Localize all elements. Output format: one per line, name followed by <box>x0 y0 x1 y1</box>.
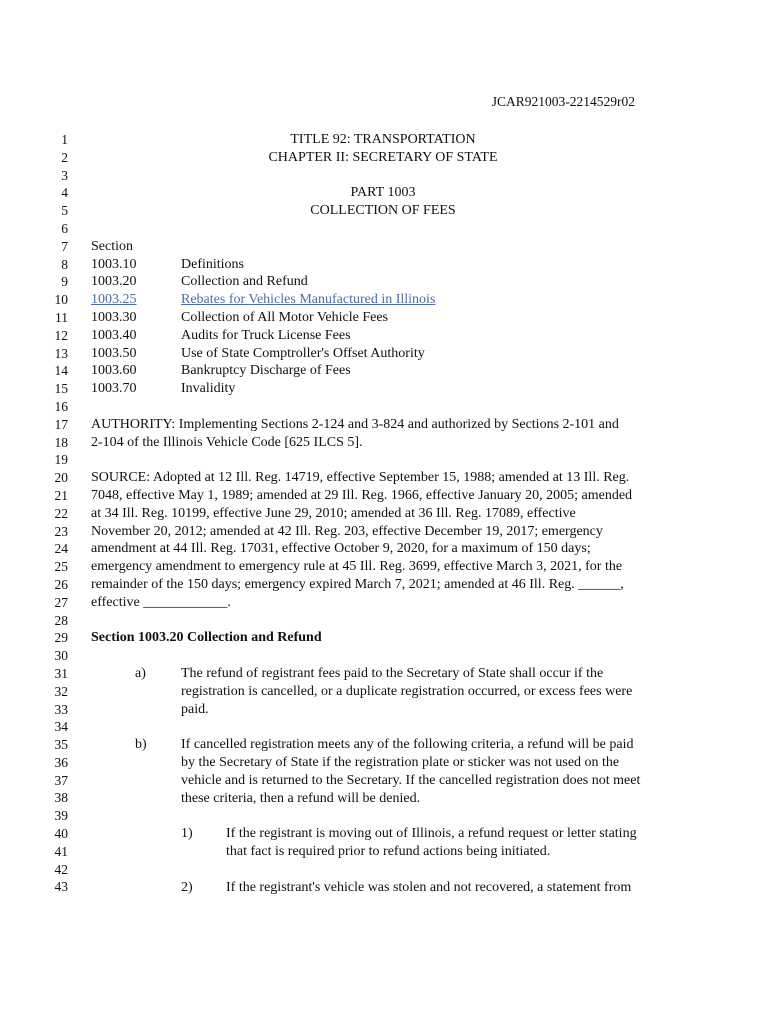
toc-section-number: 1003.20 <box>91 274 137 290</box>
line-number: 6 <box>61 220 68 236</box>
line-number: 21 <box>54 487 68 503</box>
para-b-marker: b) <box>135 737 147 753</box>
line-number: 37 <box>54 772 68 788</box>
source-line: 7048, effective May 1, 1989; amended at 29 Ill. Reg. 1966, effective January 20, 2005; amended <box>91 488 633 503</box>
source-line: remainder of the 150 days; emergency expired March 7, 2021; amended at 46 Ill. Reg. ______, <box>91 577 624 592</box>
line-number: 34 <box>54 719 68 735</box>
section-heading: Section 1003.20 Collection and Refund <box>91 630 322 646</box>
toc-section-title: Use of State Comptroller's Offset Authority <box>181 345 425 361</box>
para-b2-marker: 2) <box>181 879 193 895</box>
source-line: amendment at 44 Ill. Reg. 17031, effective October 9, 2020, for a maximum of 150 days; <box>91 541 591 557</box>
line-number: 8 <box>61 256 68 272</box>
line-number: 18 <box>54 434 68 450</box>
line-number: 23 <box>54 523 68 539</box>
line-number: 7 <box>61 238 68 254</box>
line-number: 33 <box>54 701 68 717</box>
para-a-line: registration is cancelled, or a duplicate registration occurred, or excess fees were <box>181 683 633 699</box>
toc-section-title: Audits for Truck License Fees <box>181 327 351 343</box>
line-number: 22 <box>54 505 68 521</box>
para-b2-line: If the registrant's vehicle was stolen and not recovered, a statement from <box>226 879 632 895</box>
line-number: 14 <box>54 363 68 379</box>
line-number: 28 <box>54 612 68 628</box>
line-number: 9 <box>61 274 68 290</box>
line-number: 26 <box>54 576 68 592</box>
line-number: 31 <box>54 665 68 681</box>
line-number: 11 <box>55 309 68 325</box>
line-number: 42 <box>54 861 68 877</box>
para-b-line: If cancelled registration meets any of the following criteria, a refund will be paid <box>181 737 634 753</box>
para-a-line: paid. <box>181 701 209 717</box>
line-number: 36 <box>54 754 68 770</box>
line-number: 2 <box>61 149 68 165</box>
para-b1-line: that fact is required prior to refund actions being initiated. <box>226 844 551 859</box>
line-number: 38 <box>54 790 68 806</box>
toc-section-number: 1003.40 <box>91 327 137 343</box>
toc-section-title: Collection and Refund <box>181 274 308 290</box>
para-b-line: by the Secretary of State if the registration plate or sticker was not used on the <box>181 755 620 770</box>
para-b-line: vehicle and is returned to the Secretary. If the cancelled registration does not meet <box>181 772 641 788</box>
line-number: 25 <box>54 559 68 575</box>
line-number: 17 <box>54 416 68 432</box>
line-numbers <box>40 131 68 896</box>
line-number: 32 <box>54 683 68 699</box>
toc-section-number: 1003.30 <box>91 310 137 325</box>
line-number: 5 <box>61 203 68 219</box>
toc-section-title: Invalidity <box>181 381 236 397</box>
part-name-heading: COLLECTION OF FEES <box>310 203 456 219</box>
line-number: 40 <box>54 826 68 842</box>
line-number: 43 <box>54 879 68 895</box>
line-number: 20 <box>54 470 68 486</box>
authority-line: 2-104 of the Illinois Vehicle Code [625 ILCS 5]. <box>91 434 363 450</box>
document-id: JCAR921003-2214529r02 <box>491 94 635 109</box>
source-line: effective ____________. <box>91 594 231 610</box>
toc-section-label: Section <box>91 238 133 254</box>
line-number: 16 <box>54 398 68 414</box>
line-number: 35 <box>54 737 68 753</box>
line-number: 39 <box>54 808 68 824</box>
para-b1-marker: 1) <box>181 826 193 842</box>
authority-line: AUTHORITY: Implementing Sections 2-124 and 3-824 and authorized by Sections 2-101 and <box>91 416 619 432</box>
para-a-line: The refund of registrant fees paid to the Secretary of State shall occur if the <box>181 666 604 681</box>
line-number: 29 <box>54 630 68 646</box>
para-b1-line: If the registrant is moving out of Illinois, a refund request or letter stating <box>226 826 637 842</box>
toc-section-title: Definitions <box>181 256 244 272</box>
line-number: 30 <box>54 648 68 664</box>
source-line: at 34 Ill. Reg. 10199, effective June 29, 2010; amended at 36 Ill. Reg. 17089, effective <box>91 505 576 521</box>
toc-section-number: 1003.70 <box>91 381 137 397</box>
line-number: 4 <box>61 185 68 201</box>
line-number: 1 <box>61 132 68 147</box>
source-line: emergency amendment to emergency rule at 45 Ill. Reg. 3699, effective March 3, 2021, for the <box>91 559 623 575</box>
toc-section-number: 1003.60 <box>91 363 137 379</box>
toc-section-title[interactable]: Rebates for Vehicles Manufactured in Illinois <box>181 292 436 308</box>
line-number: 19 <box>54 452 68 468</box>
part-heading: PART 1003 <box>350 185 416 201</box>
toc-section-title: Collection of All Motor Vehicle Fees <box>181 310 388 325</box>
title-heading: TITLE 92: TRANSPORTATION <box>290 132 476 147</box>
para-a-marker: a) <box>135 666 146 681</box>
para-b-line: these criteria, then a refund will be denied. <box>181 790 421 806</box>
line-number: 41 <box>54 843 68 859</box>
line-number: 10 <box>54 292 68 308</box>
line-number: 27 <box>54 594 68 610</box>
source-line: SOURCE: Adopted at 12 Ill. Reg. 14719, effective September 15, 1988; amended at 13 Ill. Reg. <box>91 470 630 486</box>
line-number: 15 <box>54 381 68 397</box>
line-number: 12 <box>54 327 68 343</box>
line-number: 24 <box>54 541 68 557</box>
line-number: 3 <box>61 167 68 183</box>
toc-section-number: 1003.50 <box>91 345 137 361</box>
toc-section-title: Bankruptcy Discharge of Fees <box>181 363 351 379</box>
line-number: 13 <box>54 345 68 361</box>
chapter-heading: CHAPTER II: SECRETARY OF STATE <box>268 149 498 165</box>
toc-section-number[interactable]: 1003.25 <box>91 292 137 308</box>
toc-section-number: 1003.10 <box>91 256 137 272</box>
source-line: November 20, 2012; amended at 42 Ill. Reg. 203, effective December 19, 2017; emergency <box>91 523 603 539</box>
